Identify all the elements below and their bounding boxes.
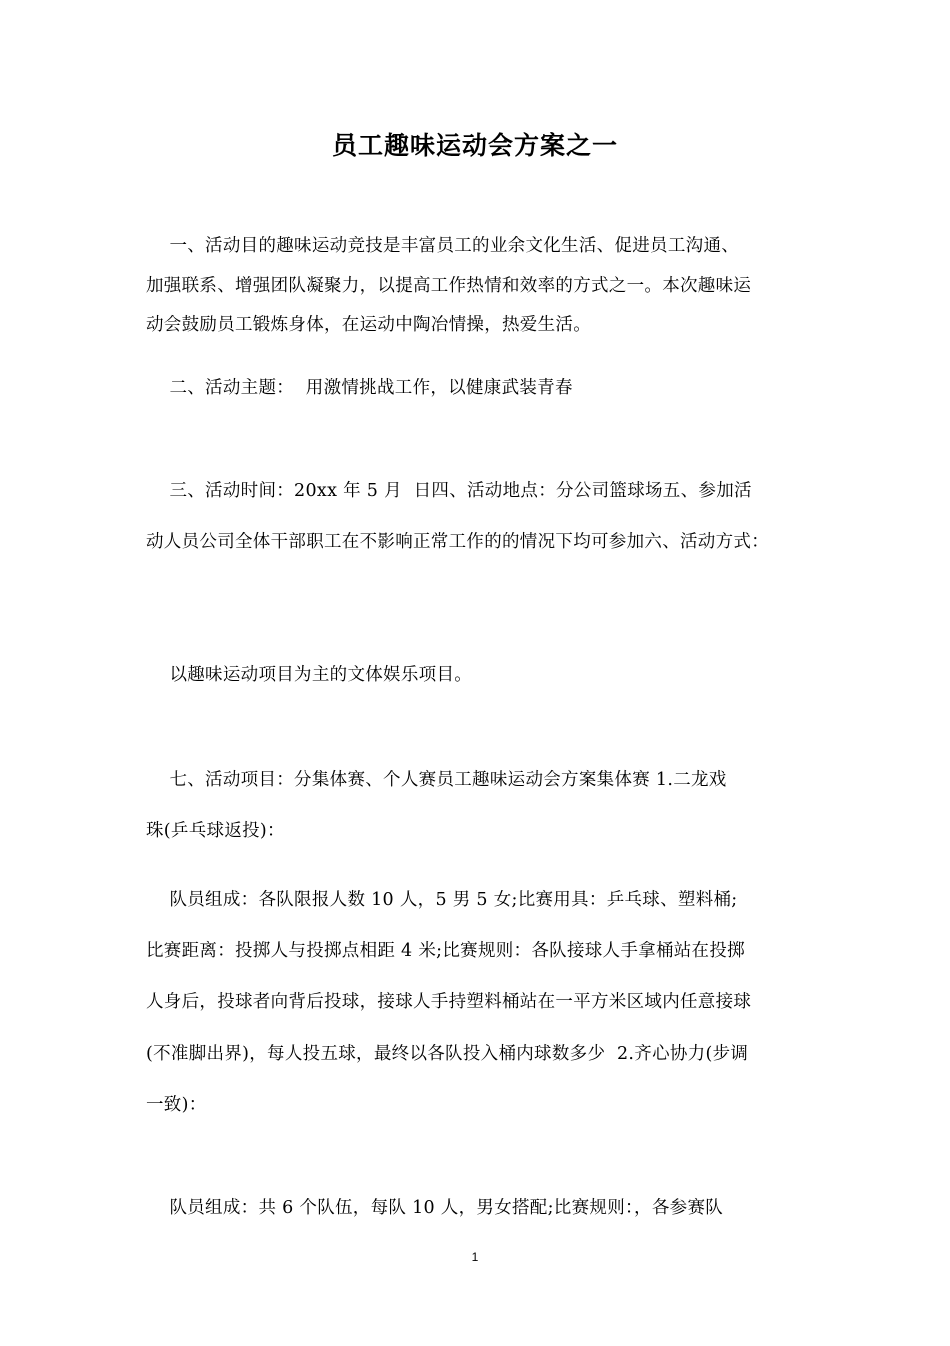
paragraph-activity-format [146, 660, 816, 690]
paragraph-line: 一致)： [146, 1094, 207, 1115]
paragraph-line: 动会鼓励员工锻炼身体，在运动中陶冶情操，热爱生活。 [146, 315, 591, 335]
paragraph-line: 珠(乒乓球返投)： [146, 821, 285, 841]
paragraph-line: 加强联系、增强团队凝聚力，以提高工作热情和效率的方式之一。本次趣味运 [146, 275, 752, 296]
paragraph-line: 三、活动时间：20xx 年 5 月 日四、活动地点：分公司篮球场五、参加活 [146, 481, 752, 501]
paragraph-line: (不准脚出界)，每人投五球，最终以各队投入桶内球数多少 2.齐心协力(步调 [146, 1043, 749, 1064]
paragraph-line: 一、活动目的趣味运动竞技是丰富员工的业余文化生活、促进员工沟通、 [146, 236, 740, 256]
paragraph-line: 二、活动主题： 用激情挑战工作，以健康武装青春 [146, 378, 573, 398]
paragraph-line: 人身后，投球者向背后投球，接球人手持塑料桶站在一平方米区域内任意接球 [146, 992, 752, 1013]
page-number: 1 [471, 1250, 479, 1264]
paragraph-line: 动人员公司全体干部职工在不影响正常工作的的情况下均可参加六、活动方式： [146, 532, 769, 552]
paragraph-line: 队员组成：共 6 个队伍，每队 10 人，男女搭配;比赛规则：，各参赛队 [146, 1198, 724, 1218]
document-title: 员工趣味运动会方案之一 [331, 131, 618, 160]
paragraph-line: 队员组成：各队限报人数 10 人，5 男 5 女;比赛用具：乒乓球、塑料桶; [146, 890, 738, 910]
paragraph-activity-time-place [146, 466, 816, 568]
paragraph-line: 以趣味运动项目为主的文体娱乐项目。 [146, 665, 473, 685]
paragraph-game-rules-1 [146, 875, 816, 1131]
paragraph-game-rules-2 [146, 1193, 816, 1223]
paragraph-line: 比赛距离：投掷人与投掷点相距 4 米;比赛规则：各队接球人手拿桶站在投掷 [146, 941, 745, 962]
paragraph-line: 七、活动项目：分集体赛、个人赛员工趣味运动会方案集体赛 1.二龙戏 [146, 770, 727, 790]
paragraph-activity-items [146, 755, 816, 857]
paragraph-activity-theme [146, 373, 816, 403]
paragraph-activity-purpose [146, 227, 816, 346]
